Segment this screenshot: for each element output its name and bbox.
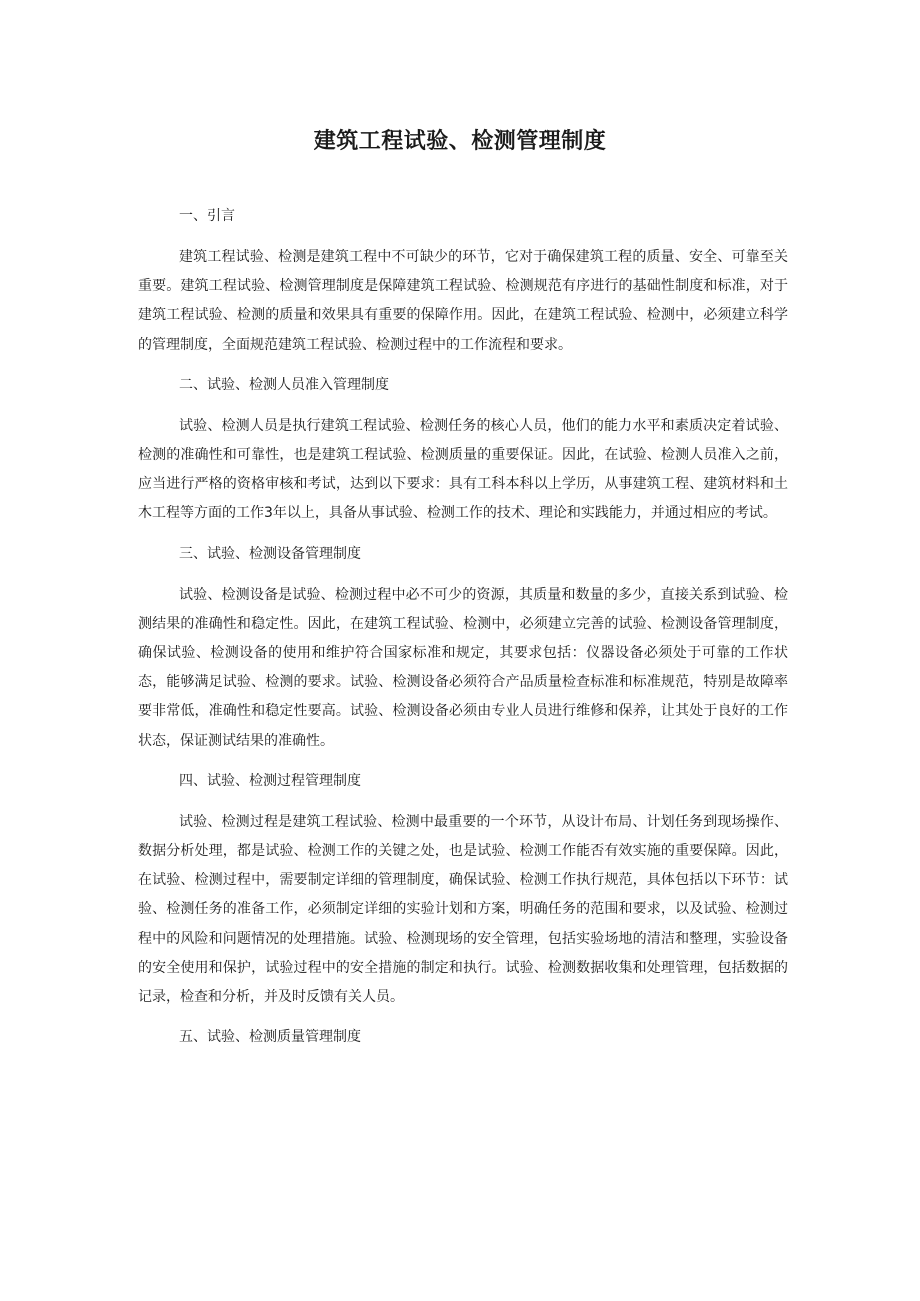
section-paragraph: 试验、检测过程是建筑工程试验、检测中最重要的一个环节，从设计布局、计划任务到现场操作、数据分析处理，都是试验、检测工作的关键之处，也是试验、检测工作能否有效实施的重要保障。因此，在试验、检测过程中，需要制定详细的管理制度，确保试验、检测工作执行规范，具体包括以下环节：试验、检测任务的准备工作，必须制定详细的实验计划和方案，明确任务的范围和要求，以及试验、检测过程中的风险和问题情况的处理措施。试验、检测现场的安全管理，包括实验场地的清洁和整理，实验设备的安全使用和保护，试验过程中的安全措施的制定和执行。试验、检测数据收集和处理管理，包括数据的记录，检查和分析，并及时反馈有关人员。 (138, 813, 788, 1006)
section-paragraph: 试验、检测人员是执行建筑工程试验、检测任务的核心人员，他们的能力水平和素质决定着试验、检测的准确性和可靠性，也是建筑工程试验、检测质量的重要保证。因此，在试验、检测人员准入之前，应当进行严格的资格审核和考试，达到以下要求：具有工科本科以上学历，从事建筑工程、建筑材料和土木工程等方面的工作3年以上，具备从事试验、检测工作的技术、理论和实践能力，并通过相应的考试。 (138, 417, 788, 522)
section-heading: 二、试验、检测人员准入管理制度 (179, 376, 389, 393)
section-heading: 五、试验、检测质量管理制度 (179, 1029, 361, 1046)
document-title: 建筑工程试验、检测管理制度 (313, 129, 607, 154)
section-heading: 三、试验、检测设备管理制度 (179, 545, 361, 562)
document-body (138, 203, 788, 1050)
section-personnel-access (138, 372, 788, 529)
section-heading: 四、试验、检测过程管理制度 (179, 772, 361, 789)
section-heading: 一、引言 (179, 208, 235, 224)
section-paragraph: 试验、检测设备是试验、检测过程中必不可少的资源，其质量和数量的多少，直接关系到试验、检测结果的准确性和稳定性。因此，在建筑工程试验、检测中，必须建立完善的试验、检测设备管理制度，确保试验、检测设备的使用和维护符合国家标准和规定，其要求包括：仪器设备必须处于可靠的工作状态，能够满足试验、检测的要求。试验、检测设备必须符合产品质量检查标准和标准规范，特别是故障率要非常低，准确性和稳定性要高。试验、检测设备必须由专业人员进行维修和保养，让其处于良好的工作状态，保证测试结果的准确性。 (138, 586, 788, 749)
section-introduction (138, 203, 788, 360)
section-paragraph: 建筑工程试验、检测是建筑工程中不可缺少的环节，它对于确保建筑工程的质量、安全、可靠至关重要。建筑工程试验、检测管理制度是保障建筑工程试验、检测规范有序进行的基础性制度和标准，对于建筑工程试验、检测的质量和效果具有重要的保障作用。因此，在建筑工程试验、检测中，必须建立科学的管理制度，全面规范建筑工程试验、检测过程中的工作流程和要求。 (138, 249, 788, 353)
section-process-management (138, 768, 788, 1012)
section-quality-management (138, 1024, 788, 1050)
section-equipment-management (138, 541, 788, 756)
